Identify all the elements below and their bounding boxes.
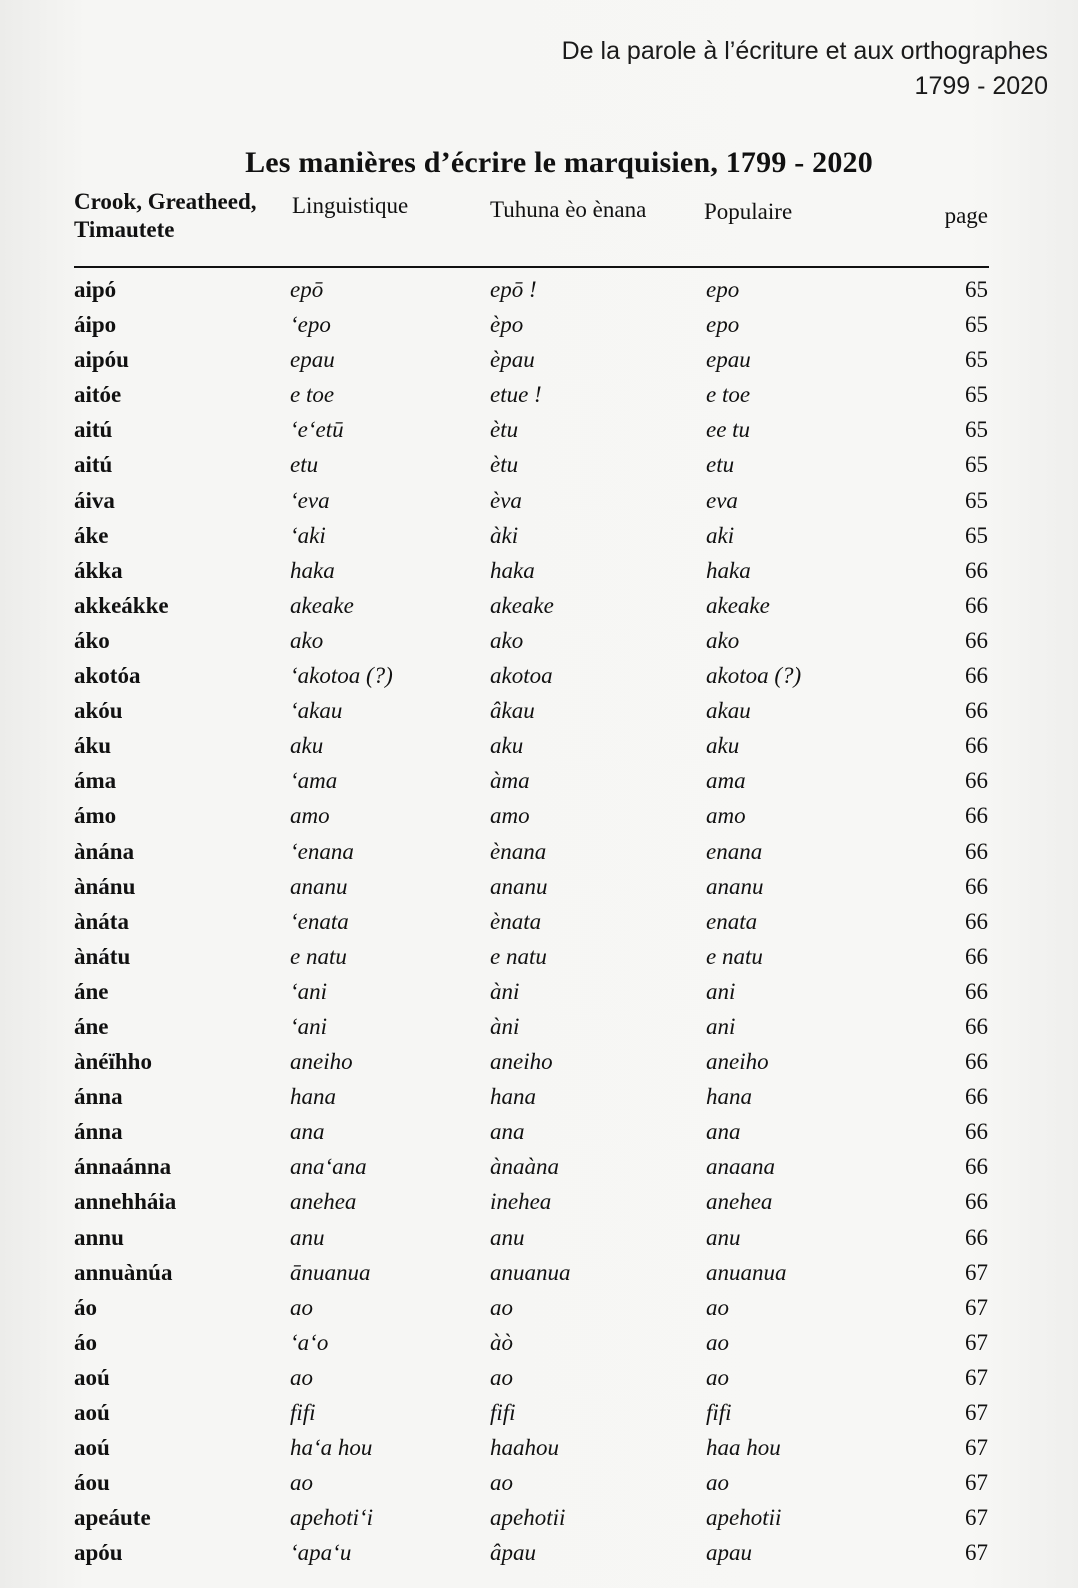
- cell-linguistique: ‘ama: [290, 768, 338, 794]
- cell-crook: áku: [74, 733, 112, 759]
- running-head: [562, 34, 1048, 104]
- cell-tuhuna: etue !: [490, 382, 542, 408]
- table-row: [0, 974, 1078, 1009]
- cell-tuhuna: ana: [490, 1119, 525, 1145]
- cell-populaire: amo: [706, 803, 746, 829]
- cell-linguistique: akeake: [290, 592, 354, 618]
- cell-page: 66: [965, 838, 988, 864]
- cell-crook: áke: [74, 522, 109, 548]
- cell-tuhuna: àki: [490, 522, 519, 548]
- cell-tuhuna: èpau: [490, 347, 535, 373]
- cell-tuhuna: anu: [490, 1224, 525, 1250]
- table-row: [0, 939, 1078, 974]
- cell-page: 66: [965, 663, 988, 689]
- cell-page: 65: [965, 382, 988, 408]
- cell-tuhuna: ànaàna: [490, 1154, 559, 1180]
- cell-linguistique: ‘eva: [290, 487, 330, 513]
- cell-page: 66: [965, 943, 988, 969]
- cell-populaire: etu: [706, 452, 735, 478]
- cell-page: 66: [965, 1119, 988, 1145]
- cell-page: 66: [965, 1224, 988, 1250]
- cell-populaire: eva: [706, 487, 738, 513]
- table-row: [0, 342, 1078, 377]
- table-row: [0, 272, 1078, 307]
- cell-tuhuna: àni: [490, 1013, 520, 1039]
- cell-populaire: ana: [706, 1119, 741, 1145]
- cell-linguistique: ao: [290, 1294, 313, 1320]
- column-header-crook-line1: Crook, Greatheed,: [74, 189, 257, 214]
- cell-page: 66: [965, 592, 988, 618]
- cell-linguistique: ‘epo: [290, 312, 331, 338]
- cell-crook: ámo: [74, 803, 117, 829]
- cell-crook: ákka: [74, 557, 123, 583]
- cell-linguistique: ‘a‘o: [290, 1329, 329, 1355]
- cell-tuhuna: âpau: [490, 1540, 536, 1566]
- cell-tuhuna: âkau: [490, 698, 535, 724]
- cell-page: 66: [965, 873, 988, 899]
- cell-page: 65: [965, 277, 988, 302]
- table-row: [0, 798, 1078, 833]
- cell-crook: áipo: [74, 312, 117, 338]
- table-row: [0, 588, 1078, 623]
- cell-linguistique: e natu: [290, 943, 347, 969]
- cell-linguistique: anu: [290, 1224, 325, 1250]
- cell-tuhuna: ènata: [490, 908, 542, 934]
- cell-tuhuna: àni: [490, 978, 520, 1004]
- column-header-tuhuna: Tuhuna èo ènana: [490, 197, 647, 222]
- cell-linguistique: ānuanua: [290, 1259, 371, 1285]
- cell-populaire: haa hou: [706, 1435, 781, 1461]
- cell-crook: aitú: [74, 452, 113, 478]
- table-row: [0, 377, 1078, 412]
- cell-crook: aipóu: [74, 347, 129, 373]
- running-head-title: De la parole à l’écriture et aux orthographes: [561, 37, 1048, 65]
- cell-page: 67: [965, 1505, 988, 1531]
- cell-populaire: hana: [706, 1084, 752, 1110]
- cell-linguistique: etu: [290, 452, 319, 478]
- table-row: [0, 307, 1078, 342]
- cell-populaire: ani: [706, 978, 736, 1004]
- cell-page: 66: [965, 557, 988, 583]
- cell-populaire: enana: [706, 838, 763, 864]
- table-row: [0, 1149, 1078, 1184]
- cell-page: 65: [965, 522, 988, 548]
- cell-populaire: epau: [706, 347, 751, 373]
- running-head-dates: 1799 - 2020: [914, 72, 1048, 100]
- column-header-populaire: Populaire: [704, 199, 793, 224]
- table-row: [0, 693, 1078, 728]
- cell-linguistique: ‘ani: [290, 978, 328, 1004]
- cell-populaire: e toe: [706, 382, 751, 408]
- cell-tuhuna: anuanua: [490, 1259, 571, 1285]
- cell-page: 65: [965, 312, 988, 338]
- column-header-crook-line2: Timautete: [74, 217, 175, 242]
- cell-tuhuna: ètu: [490, 417, 519, 443]
- cell-tuhuna: ao: [490, 1364, 513, 1390]
- column-header-crook: [74, 188, 257, 244]
- cell-page: 66: [965, 1049, 988, 1075]
- cell-populaire: ako: [706, 627, 740, 653]
- cell-linguistique: anehea: [290, 1189, 357, 1215]
- cell-page: 65: [965, 452, 988, 478]
- cell-populaire: e natu: [706, 943, 763, 969]
- cell-tuhuna: ao: [490, 1470, 513, 1496]
- table-row: [0, 553, 1078, 588]
- cell-crook: aoú: [74, 1400, 110, 1425]
- cell-linguistique: epō: [290, 277, 324, 302]
- cell-populaire: fifi: [706, 1400, 732, 1425]
- cell-page: 66: [965, 1013, 988, 1039]
- cell-linguistique: ‘enata: [290, 908, 349, 934]
- cell-linguistique: aneiho: [290, 1049, 353, 1075]
- cell-linguistique: apehoti‘i: [290, 1505, 374, 1531]
- cell-populaire: akau: [706, 698, 751, 724]
- cell-crook: aoú: [74, 1364, 110, 1390]
- column-header-page: page: [944, 203, 988, 228]
- table-row: [0, 1009, 1078, 1044]
- cell-page: 66: [965, 908, 988, 934]
- cell-tuhuna: àma: [490, 768, 530, 794]
- table-row: [0, 1290, 1078, 1325]
- table-row: [0, 1220, 1078, 1255]
- cell-crook: aipó: [74, 277, 117, 302]
- cell-tuhuna: ènana: [490, 838, 547, 864]
- cell-populaire: ao: [706, 1364, 729, 1390]
- cell-page: 66: [965, 1084, 988, 1110]
- cell-populaire: anehea: [706, 1189, 773, 1215]
- table-row: [0, 518, 1078, 553]
- cell-crook: áma: [74, 768, 117, 794]
- cell-populaire: anaana: [706, 1154, 775, 1180]
- cell-tuhuna: ananu: [490, 873, 548, 899]
- cell-crook: ánna: [74, 1119, 123, 1145]
- cell-populaire: ananu: [706, 873, 764, 899]
- table-row: [0, 763, 1078, 798]
- cell-tuhuna: ètu: [490, 452, 519, 478]
- cell-tuhuna: ako: [490, 627, 524, 653]
- cell-populaire: ama: [706, 768, 746, 794]
- page-title: Les manières d’écrire le marquisien, 1799 - 2020: [245, 146, 873, 179]
- cell-populaire: aneiho: [706, 1049, 769, 1075]
- cell-page: 66: [965, 803, 988, 829]
- table-row: [0, 1079, 1078, 1114]
- cell-linguistique: ‘ani: [290, 1013, 328, 1039]
- cell-tuhuna: haka: [490, 557, 535, 583]
- cell-crook: ànátu: [74, 943, 131, 969]
- cell-page: 65: [965, 417, 988, 443]
- table-row: [0, 483, 1078, 518]
- cell-tuhuna: fifi: [490, 1400, 516, 1425]
- cell-page: 65: [965, 487, 988, 513]
- cell-linguistique: epau: [290, 347, 335, 373]
- column-header-linguistique: Linguistique: [292, 193, 409, 218]
- table-row: [0, 623, 1078, 658]
- cell-page: 67: [965, 1294, 988, 1320]
- cell-crook: aitú: [74, 417, 113, 443]
- cell-populaire: ani: [706, 1013, 736, 1039]
- cell-tuhuna: epō !: [490, 277, 537, 302]
- cell-crook: apóu: [74, 1540, 123, 1566]
- cell-populaire: epo: [706, 277, 740, 302]
- table-row: [0, 1325, 1078, 1360]
- table-row: [0, 1255, 1078, 1290]
- cell-linguistique: ana: [290, 1119, 325, 1145]
- cell-page: 67: [965, 1540, 988, 1566]
- cell-crook: apeáute: [74, 1505, 151, 1531]
- table-row: [0, 1430, 1078, 1465]
- cell-linguistique: ‘akau: [290, 698, 343, 724]
- table-row: [0, 1184, 1078, 1219]
- cell-crook: ànáta: [74, 908, 129, 934]
- cell-linguistique: ‘enana: [290, 838, 354, 864]
- cell-tuhuna: haahou: [490, 1435, 559, 1461]
- cell-populaire: akeake: [706, 592, 770, 618]
- cell-linguistique: ana‘ana: [290, 1154, 367, 1180]
- cell-linguistique: ao: [290, 1364, 313, 1390]
- cell-page: 66: [965, 1189, 988, 1215]
- cell-page: 67: [965, 1435, 988, 1461]
- cell-populaire: haka: [706, 557, 751, 583]
- cell-crook: áne: [74, 1013, 109, 1039]
- header-rule: [74, 266, 989, 268]
- cell-linguistique: ‘aki: [290, 522, 326, 548]
- table-row: [0, 1395, 1078, 1430]
- cell-linguistique: ‘e‘etū: [290, 417, 344, 443]
- cell-page: 66: [965, 733, 988, 759]
- cell-crook: ànéïhho: [74, 1049, 152, 1075]
- cell-crook: akotóa: [74, 663, 141, 689]
- table-row: [0, 869, 1078, 904]
- cell-crook: annuànúa: [74, 1259, 173, 1285]
- cell-tuhuna: àò: [490, 1329, 513, 1355]
- cell-linguistique: ananu: [290, 873, 348, 899]
- cell-page: 65: [965, 347, 988, 373]
- cell-tuhuna: èva: [490, 487, 522, 513]
- cell-crook: áo: [74, 1294, 97, 1320]
- cell-page: 67: [965, 1400, 988, 1425]
- cell-linguistique: ao: [290, 1470, 313, 1496]
- cell-page: 66: [965, 1154, 988, 1180]
- cell-crook: ánnaánna: [74, 1154, 172, 1180]
- cell-page: 66: [965, 768, 988, 794]
- cell-crook: ánna: [74, 1084, 123, 1110]
- cell-tuhuna: ao: [490, 1294, 513, 1320]
- cell-linguistique: ako: [290, 627, 324, 653]
- table-row: [0, 447, 1078, 482]
- cell-page: 67: [965, 1470, 988, 1496]
- cell-populaire: ee tu: [706, 417, 751, 443]
- cell-linguistique: ha‘a hou: [290, 1435, 373, 1461]
- cell-populaire: ao: [706, 1470, 729, 1496]
- cell-tuhuna: inehea: [490, 1189, 552, 1215]
- cell-linguistique: ‘akotoa (?): [290, 663, 393, 689]
- table-row: [0, 728, 1078, 763]
- cell-populaire: ao: [706, 1294, 729, 1320]
- cell-linguistique: fifi: [290, 1400, 316, 1425]
- table-row: [0, 1535, 1078, 1570]
- cell-populaire: aki: [706, 522, 735, 548]
- cell-crook: aitóe: [74, 382, 122, 408]
- cell-tuhuna: èpo: [490, 312, 524, 338]
- cell-crook: áiva: [74, 487, 115, 513]
- cell-populaire: enata: [706, 908, 758, 934]
- table-row: [0, 1500, 1078, 1535]
- cell-page: 66: [965, 627, 988, 653]
- table-row: [0, 1114, 1078, 1149]
- cell-crook: áou: [74, 1470, 110, 1496]
- table-row: [0, 1044, 1078, 1079]
- cell-linguistique: haka: [290, 557, 335, 583]
- table-row: [0, 834, 1078, 869]
- table-row: [0, 1360, 1078, 1395]
- cell-linguistique: hana: [290, 1084, 336, 1110]
- word-table: [0, 272, 1078, 1570]
- cell-linguistique: ‘apa‘u: [290, 1540, 352, 1566]
- cell-linguistique: e toe: [290, 382, 335, 408]
- cell-crook: aoú: [74, 1435, 110, 1461]
- table-row: [0, 658, 1078, 693]
- cell-populaire: aku: [706, 733, 740, 759]
- cell-tuhuna: amo: [490, 803, 530, 829]
- table-row: [0, 904, 1078, 939]
- cell-populaire: anu: [706, 1224, 741, 1250]
- cell-crook: annu: [74, 1224, 124, 1250]
- cell-populaire: anuanua: [706, 1259, 787, 1285]
- cell-tuhuna: akeake: [490, 592, 554, 618]
- cell-populaire: akotoa (?): [706, 663, 802, 689]
- cell-crook: akkeákke: [74, 592, 169, 618]
- cell-populaire: apau: [706, 1540, 752, 1566]
- cell-tuhuna: apehotii: [490, 1505, 566, 1531]
- cell-populaire: apehotii: [706, 1505, 782, 1531]
- cell-linguistique: aku: [290, 733, 324, 759]
- cell-populaire: ao: [706, 1329, 729, 1355]
- cell-crook: áne: [74, 978, 109, 1004]
- cell-crook: ànána: [74, 838, 135, 864]
- cell-page: 66: [965, 978, 988, 1004]
- cell-tuhuna: hana: [490, 1084, 536, 1110]
- cell-page: 66: [965, 698, 988, 724]
- table-row: [0, 1465, 1078, 1500]
- cell-tuhuna: e natu: [490, 943, 547, 969]
- cell-page: 67: [965, 1259, 988, 1285]
- cell-tuhuna: aku: [490, 733, 524, 759]
- cell-tuhuna: aneiho: [490, 1049, 553, 1075]
- table-row: [0, 412, 1078, 447]
- cell-page: 67: [965, 1364, 988, 1390]
- cell-tuhuna: akotoa: [490, 663, 553, 689]
- cell-linguistique: amo: [290, 803, 330, 829]
- cell-crook: akóu: [74, 698, 123, 724]
- cell-crook: áo: [74, 1329, 97, 1355]
- cell-crook: áko: [74, 627, 110, 653]
- cell-crook: ànánu: [74, 873, 136, 899]
- cell-page: 67: [965, 1329, 988, 1355]
- cell-crook: annehháia: [74, 1189, 177, 1215]
- cell-populaire: epo: [706, 312, 740, 338]
